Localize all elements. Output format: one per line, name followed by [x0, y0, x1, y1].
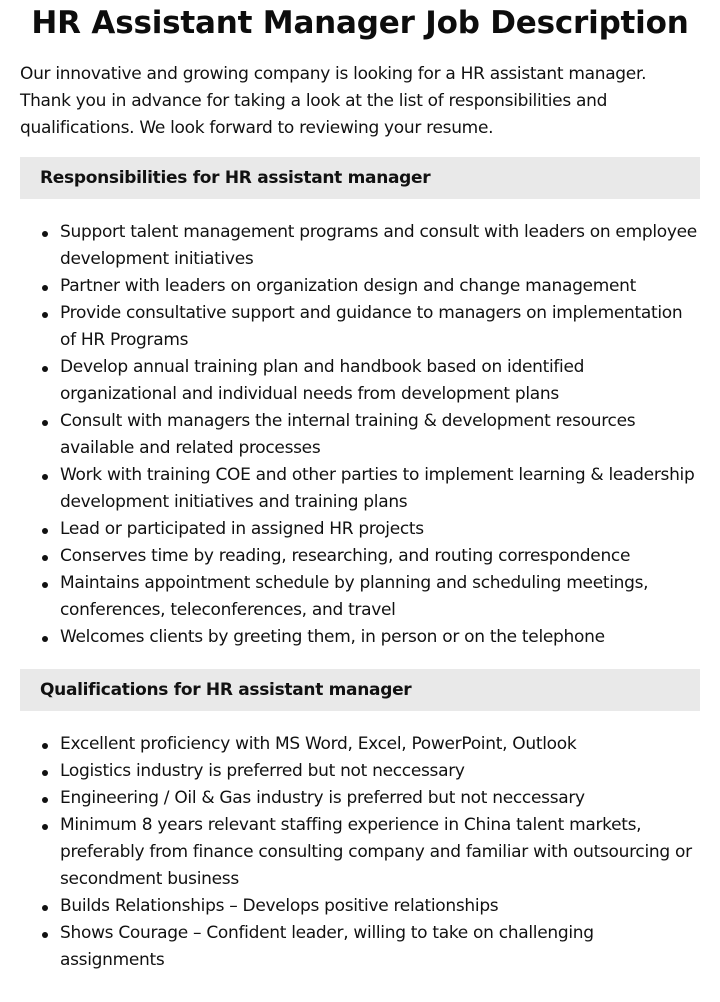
list-item: Work with training COE and other parties to implement learning & leadership development initiatives and training plans: [60, 462, 700, 516]
qualifications-list: [20, 731, 700, 974]
list-item: Lead or participated in assigned HR projects: [60, 516, 700, 543]
list-item: Logistics industry is preferred but not neccessary: [60, 758, 700, 785]
list-item: Partner with leaders on organization design and change management: [60, 273, 700, 300]
list-item: Shows Courage – Confident leader, willing to take on challenging assignments: [60, 920, 700, 974]
list-item: Support talent management programs and consult with leaders on employee development initiatives: [60, 219, 700, 273]
list-item: Excellent proficiency with MS Word, Excel, PowerPoint, Outlook: [60, 731, 700, 758]
intro-paragraph: Our innovative and growing company is looking for a HR assistant manager. Thank you in advance for taking a look at the list of responsibilities and qualifications. We look forward to reviewing your resume.: [20, 64, 647, 138]
list-item: Minimum 8 years relevant staffing experience in China talent markets, preferably from finance consulting company and familiar with outsourcing or secondment business: [60, 812, 700, 893]
list-item: Provide consultative support and guidance to managers on implementation of HR Programs: [60, 300, 700, 354]
page-title: HR Assistant Manager Job Description: [31, 5, 689, 41]
list-item: Builds Relationships – Develops positive relationships: [60, 893, 700, 920]
list-item: Welcomes clients by greeting them, in person or on the telephone: [60, 624, 700, 651]
responsibilities-list: [20, 219, 700, 651]
responsibilities-heading: Responsibilities for HR assistant manager: [20, 157, 700, 199]
list-item: Consult with managers the internal training & development resources available and related processes: [60, 408, 700, 462]
list-item: Engineering / Oil & Gas industry is preferred but not neccessary: [60, 785, 700, 812]
qualifications-heading: Qualifications for HR assistant manager: [20, 669, 700, 711]
list-item: Maintains appointment schedule by planning and scheduling meetings, conferences, teleconferences, and travel: [60, 570, 700, 624]
list-item: Develop annual training plan and handbook based on identified organizational and individual needs from development plans: [60, 354, 700, 408]
list-item: Conserves time by reading, researching, and routing correspondence: [60, 543, 700, 570]
